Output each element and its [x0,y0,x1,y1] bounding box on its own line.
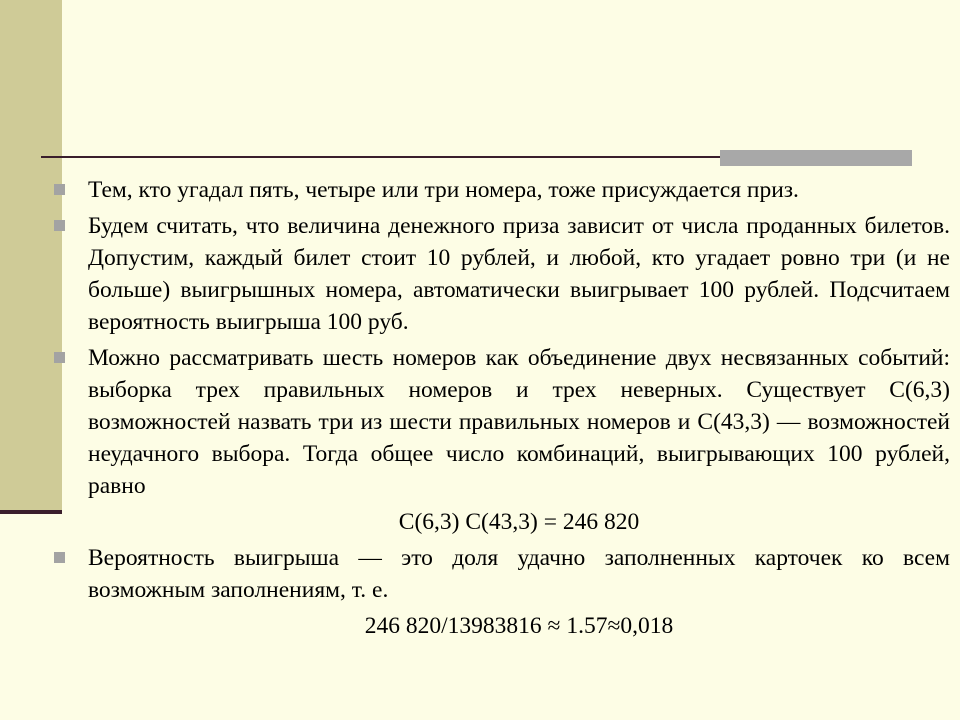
accent-bar [720,150,912,166]
square-bullet-icon [54,352,65,363]
bullet-text: Вероятность выигрыша — это доля удачно заполненных карточек ко всем возможным заполнениям, т. е. [88,545,950,603]
formula-probability: 246 820/13983816 ≈ 1.57≈0,018 [364,613,674,639]
slide-body [54,174,950,646]
square-bullet-icon [54,552,65,563]
bullet-item [54,174,950,206]
bullet-item [54,342,950,502]
square-bullet-icon [54,220,65,231]
bullet-item [54,542,950,606]
side-decoration-band [0,0,62,512]
bullet-text: Будем считать, что величина денежного приза зависит от числа проданных билетов. Допустим, каждый билет стоит 10 рублей, и любой, кто угадает ровно три (и не больше) выигрышных номера, автоматически выигрывает 100 рублей. Подсчитаем вероятность выигрыша 100 руб. [88,213,950,335]
bullet-text: Можно рассматривать шесть номеров как объединение двух несвязанных событий: выборка трех правильных номеров и трех неверных. Существует C(6,3) возможностей назвать три из шести правильных номеров и C(43,3) — возможностей неудачного выбора. Тогда общее число комбинаций, выигрывающих 100 рублей, равно [88,345,950,499]
formula-combinations: C(6,3) C(43,3) = 246 820 [398,509,640,535]
square-bullet-icon [54,184,65,195]
side-divider-line [0,510,62,514]
bullet-item [54,210,950,338]
bullet-text: Тем, кто угадал пять, четыре или три номера, тоже присуждается приз. [88,177,799,203]
